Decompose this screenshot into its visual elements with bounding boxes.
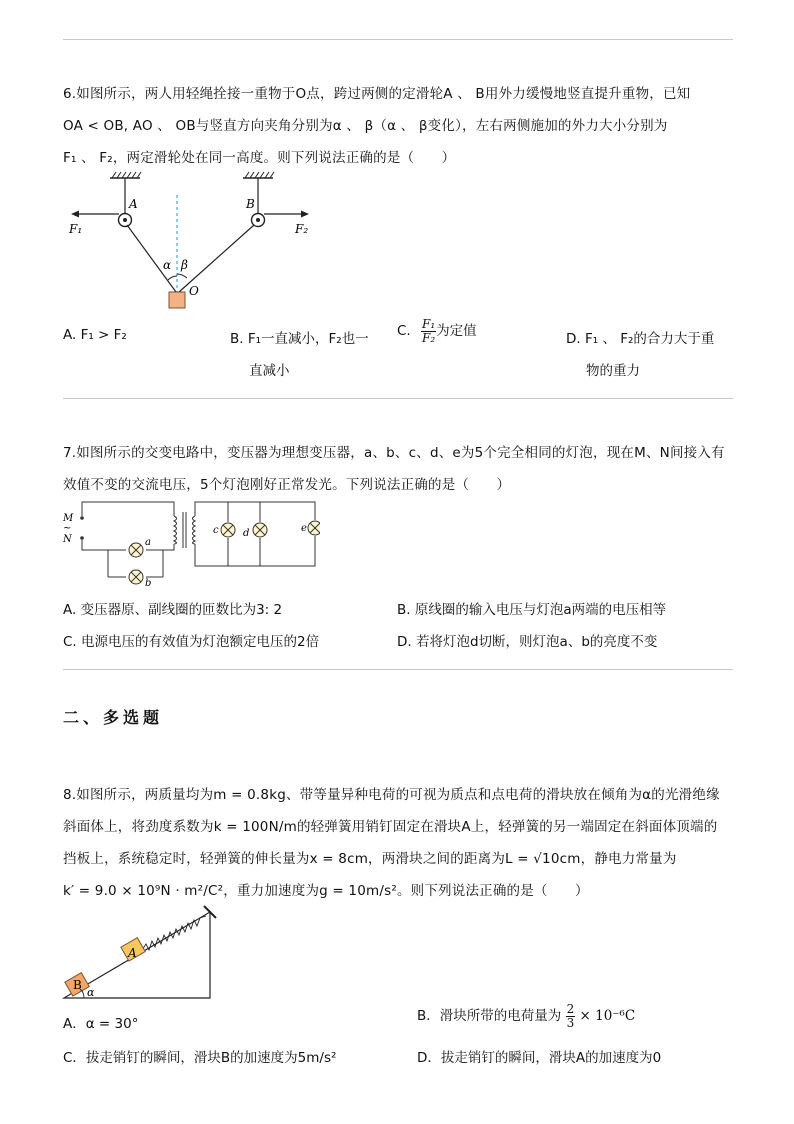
q6-option-b-line2: 直减小 — [249, 363, 290, 379]
q7-stem-line1: 7.如图所示的交变电路中，变压器为理想变压器，a、b、c、d、e为5个完全相同的灯泡，现在M、N间接入有 — [63, 445, 725, 461]
q6-option-d-line1: D. F₁ 、 F₂的合力大于重 — [566, 331, 715, 347]
q6-label-A: A — [129, 197, 138, 211]
q8-stem-line1: 8.如图所示，两质量均为m = 0.8kg、带等量异种电荷的可视为质点和点电荷的滑块放在倾角为α的光滑绝缘 — [63, 787, 720, 803]
q8-option-d: D．拔走销钉的瞬间，滑块A的加速度为0 — [417, 1050, 662, 1066]
q7-label-a: a — [145, 537, 151, 548]
q6-stem-line2: OA < OB, AO 、 OB与竖直方向夹角分别为α 、 β（α 、 β变化），左右两侧施加的外力大小分别为 — [63, 118, 668, 134]
q7-option-c: C. 电源电压的有效值为灯泡额定电压的2倍 — [63, 634, 320, 650]
q7-label-b: b — [145, 578, 152, 588]
q7-label-tilde: ~ — [63, 523, 72, 534]
q6-label-F1: F₁ — [69, 222, 83, 236]
q6-option-a: A. F₁ > F₂ — [63, 327, 127, 343]
q8-option-b-prefix: B．滑块所带的电荷量为 — [417, 1008, 562, 1025]
q7-circuit-figure — [60, 496, 320, 588]
q8-option-b-denominator: 3 — [566, 1015, 575, 1030]
q6-stem-line3: F₁ 、 F₂，两定滑轮处在同一高度。则下列说法正确的是（ ） — [63, 150, 456, 166]
q6-option-c-numerator: F₁ — [422, 317, 436, 331]
q8-label-alpha: α — [87, 986, 95, 999]
section-title-multiple-choice: 二、多选题 — [63, 708, 164, 727]
q6-pulley-figure — [63, 170, 333, 315]
q7-label-e: e — [301, 523, 307, 534]
q8-option-a: A．α = 30° — [63, 1016, 139, 1032]
q8-option-b-fraction — [566, 1003, 576, 1029]
q8-option-b-numerator: 2 — [566, 1002, 575, 1016]
q6-option-d-line2: 物的重力 — [586, 363, 640, 379]
q6-label-O: O — [189, 284, 199, 298]
divider-q6-q7 — [63, 398, 733, 399]
q6-option-c-fraction — [421, 318, 436, 344]
q8-option-b — [417, 1003, 635, 1029]
q7-stem-line2: 效值不变的交流电压，5个灯泡刚好正常发光。下列说法正确的是（ ） — [63, 477, 511, 493]
q6-stem-line1: 6.如图所示，两人用轻绳拴接一重物于O点，跨过两侧的定滑轮A 、 B用外力缓慢地竖直提升重物，已知 — [63, 86, 691, 102]
q6-option-c-prefix: C. — [397, 323, 411, 340]
q6-option-b-line1: B. F₁一直减小，F₂也一 — [230, 331, 369, 347]
q7-label-N: N — [63, 534, 72, 545]
q6-label-F2: F₂ — [295, 222, 309, 236]
q8-stem-line4: k′ = 9.0 × 10⁹N · m²/C²，重力加速度为g = 10m/s²。则下列说法正确的是（ ） — [63, 883, 589, 899]
q8-option-b-suffix: × 10⁻⁶C — [579, 1008, 636, 1025]
divider-q7-section — [63, 669, 733, 670]
q6-option-c — [397, 318, 477, 344]
q6-label-alpha: α — [163, 258, 172, 272]
q6-label-B: B — [246, 197, 255, 211]
q7-label-d: d — [243, 528, 250, 539]
q7-option-a: A. 变压器原、副线圈的匝数比为3: 2 — [63, 602, 283, 618]
q7-label-c: c — [213, 525, 219, 536]
q7-option-d: D. 若将灯泡d切断，则灯泡a、b的亮度不变 — [397, 634, 658, 650]
q6-option-c-denominator: F₂ — [422, 330, 436, 345]
q6-label-beta: β — [181, 258, 188, 272]
divider-top — [63, 39, 733, 40]
q8-label-B: B — [73, 978, 82, 992]
q6-option-c-suffix: 为定值 — [436, 323, 477, 340]
q8-stem-line2: 斜面体上，将劲度系数为k = 100N/m的轻弹簧用销钉固定在滑块A上，轻弹簧的另一端固定在斜面体顶端的 — [63, 819, 718, 835]
q7-label-M: M — [63, 513, 74, 524]
q8-stem-line3: 挡板上，系统稳定时，轻弹簧的伸长量为x = 8cm，两滑块之间的距离为L = √10cm，静电力常量为 — [63, 851, 677, 867]
q8-option-c: C．拔走销钉的瞬间，滑块B的加速度为5m/s² — [63, 1050, 337, 1066]
q8-incline-figure — [60, 900, 220, 1004]
q7-option-b: B. 原线圈的输入电压与灯泡a两端的电压相等 — [397, 602, 667, 618]
q8-label-A: A — [128, 946, 137, 960]
